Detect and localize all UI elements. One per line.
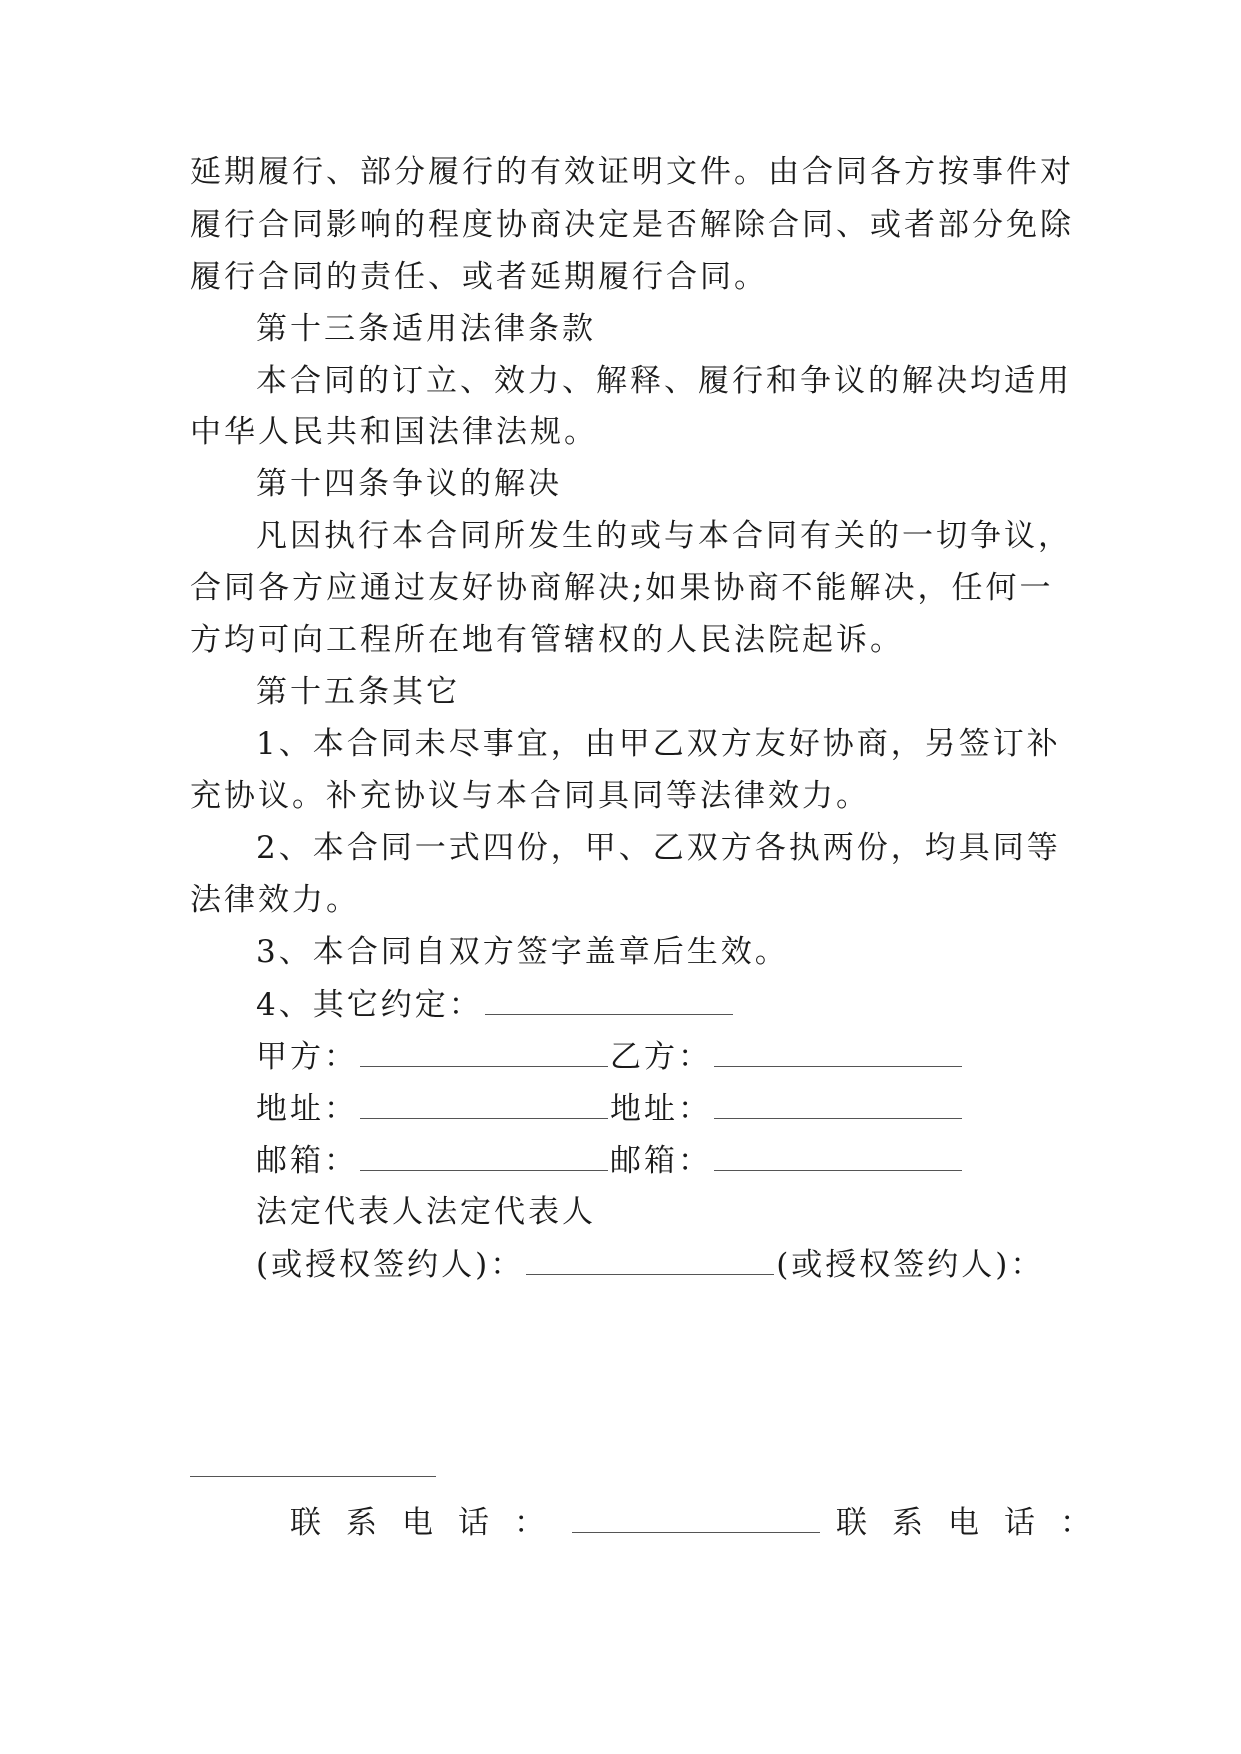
paragraph-line: 充协议。补充协议与本合同具同等法律效力。 xyxy=(190,778,870,814)
phone-a-label: 联系电话： xyxy=(290,1505,570,1541)
authorized-a-label: (或授权签约人)： xyxy=(256,1247,525,1283)
authorized-row xyxy=(256,1244,1044,1284)
paragraph-line: 凡因执行本合同所发生的或与本合同有关的一切争议， xyxy=(256,518,1072,554)
phone-row xyxy=(290,1502,1116,1542)
email-b-label: 邮箱： xyxy=(610,1143,712,1179)
paragraph-line: 方均可向工程所在地有管辖权的人民法院起诉。 xyxy=(190,622,904,658)
address-a-blank[interactable] xyxy=(360,1088,608,1119)
paragraph-line: 合同各方应通过友好协商解决;如果协商不能解决，任何一 xyxy=(190,570,1054,606)
paragraph-line: 法律效力。 xyxy=(190,882,360,918)
party-a-blank[interactable] xyxy=(360,1036,608,1067)
legal-rep-line: 法定代表人法定代表人 xyxy=(256,1194,596,1230)
party-a-label: 甲方： xyxy=(256,1039,358,1075)
article-14-title: 第十四条争议的解决 xyxy=(256,466,562,502)
email-a-label: 邮箱： xyxy=(256,1143,358,1179)
other-agreement-row xyxy=(256,984,735,1024)
email-row xyxy=(256,1140,964,1180)
authorized-a-blank[interactable] xyxy=(526,1244,774,1275)
other-agreement-blank[interactable] xyxy=(485,984,733,1015)
paragraph-line: 2、本合同一式四份，甲、乙双方各执两份，均具同等 xyxy=(256,830,1061,866)
paragraph-line: 中华人民共和国法律法规。 xyxy=(190,414,598,450)
article-13-title: 第十三条适用法律条款 xyxy=(256,311,596,347)
paragraph-line: 本合同的订立、效力、解释、履行和争议的解决均适用 xyxy=(256,363,1072,399)
authorized-b-blank[interactable] xyxy=(190,1476,436,1477)
paragraph-line: 延期履行、部分履行的有效证明文件。由合同各方按事件对 xyxy=(190,154,1074,190)
paragraph-line: 履行合同的责任、或者延期履行合同。 xyxy=(190,259,768,295)
other-agreement-label: 4、其它约定： xyxy=(256,987,483,1023)
paragraph-line: 1、本合同未尽事宜，由甲乙双方友好协商，另签订补 xyxy=(256,726,1061,762)
paragraph-line: 3、本合同自双方签字盖章后生效。 xyxy=(256,934,789,970)
address-b-label: 地址： xyxy=(610,1091,712,1127)
paragraph-line: 履行合同影响的程度协商决定是否解除合同、或者部分免除 xyxy=(190,207,1074,243)
phone-a-blank[interactable] xyxy=(572,1502,820,1533)
authorized-b-label: (或授权签约人)： xyxy=(776,1247,1045,1283)
email-b-blank[interactable] xyxy=(714,1140,962,1171)
address-a-label: 地址： xyxy=(256,1091,358,1127)
article-15-title: 第十五条其它 xyxy=(256,674,460,710)
address-b-blank[interactable] xyxy=(714,1088,962,1119)
party-row xyxy=(256,1036,964,1076)
email-a-blank[interactable] xyxy=(360,1140,608,1171)
party-b-label: 乙方： xyxy=(610,1039,712,1075)
address-row xyxy=(256,1088,964,1128)
phone-b-label: 联系电话： xyxy=(836,1505,1116,1541)
party-b-blank[interactable] xyxy=(714,1036,962,1067)
